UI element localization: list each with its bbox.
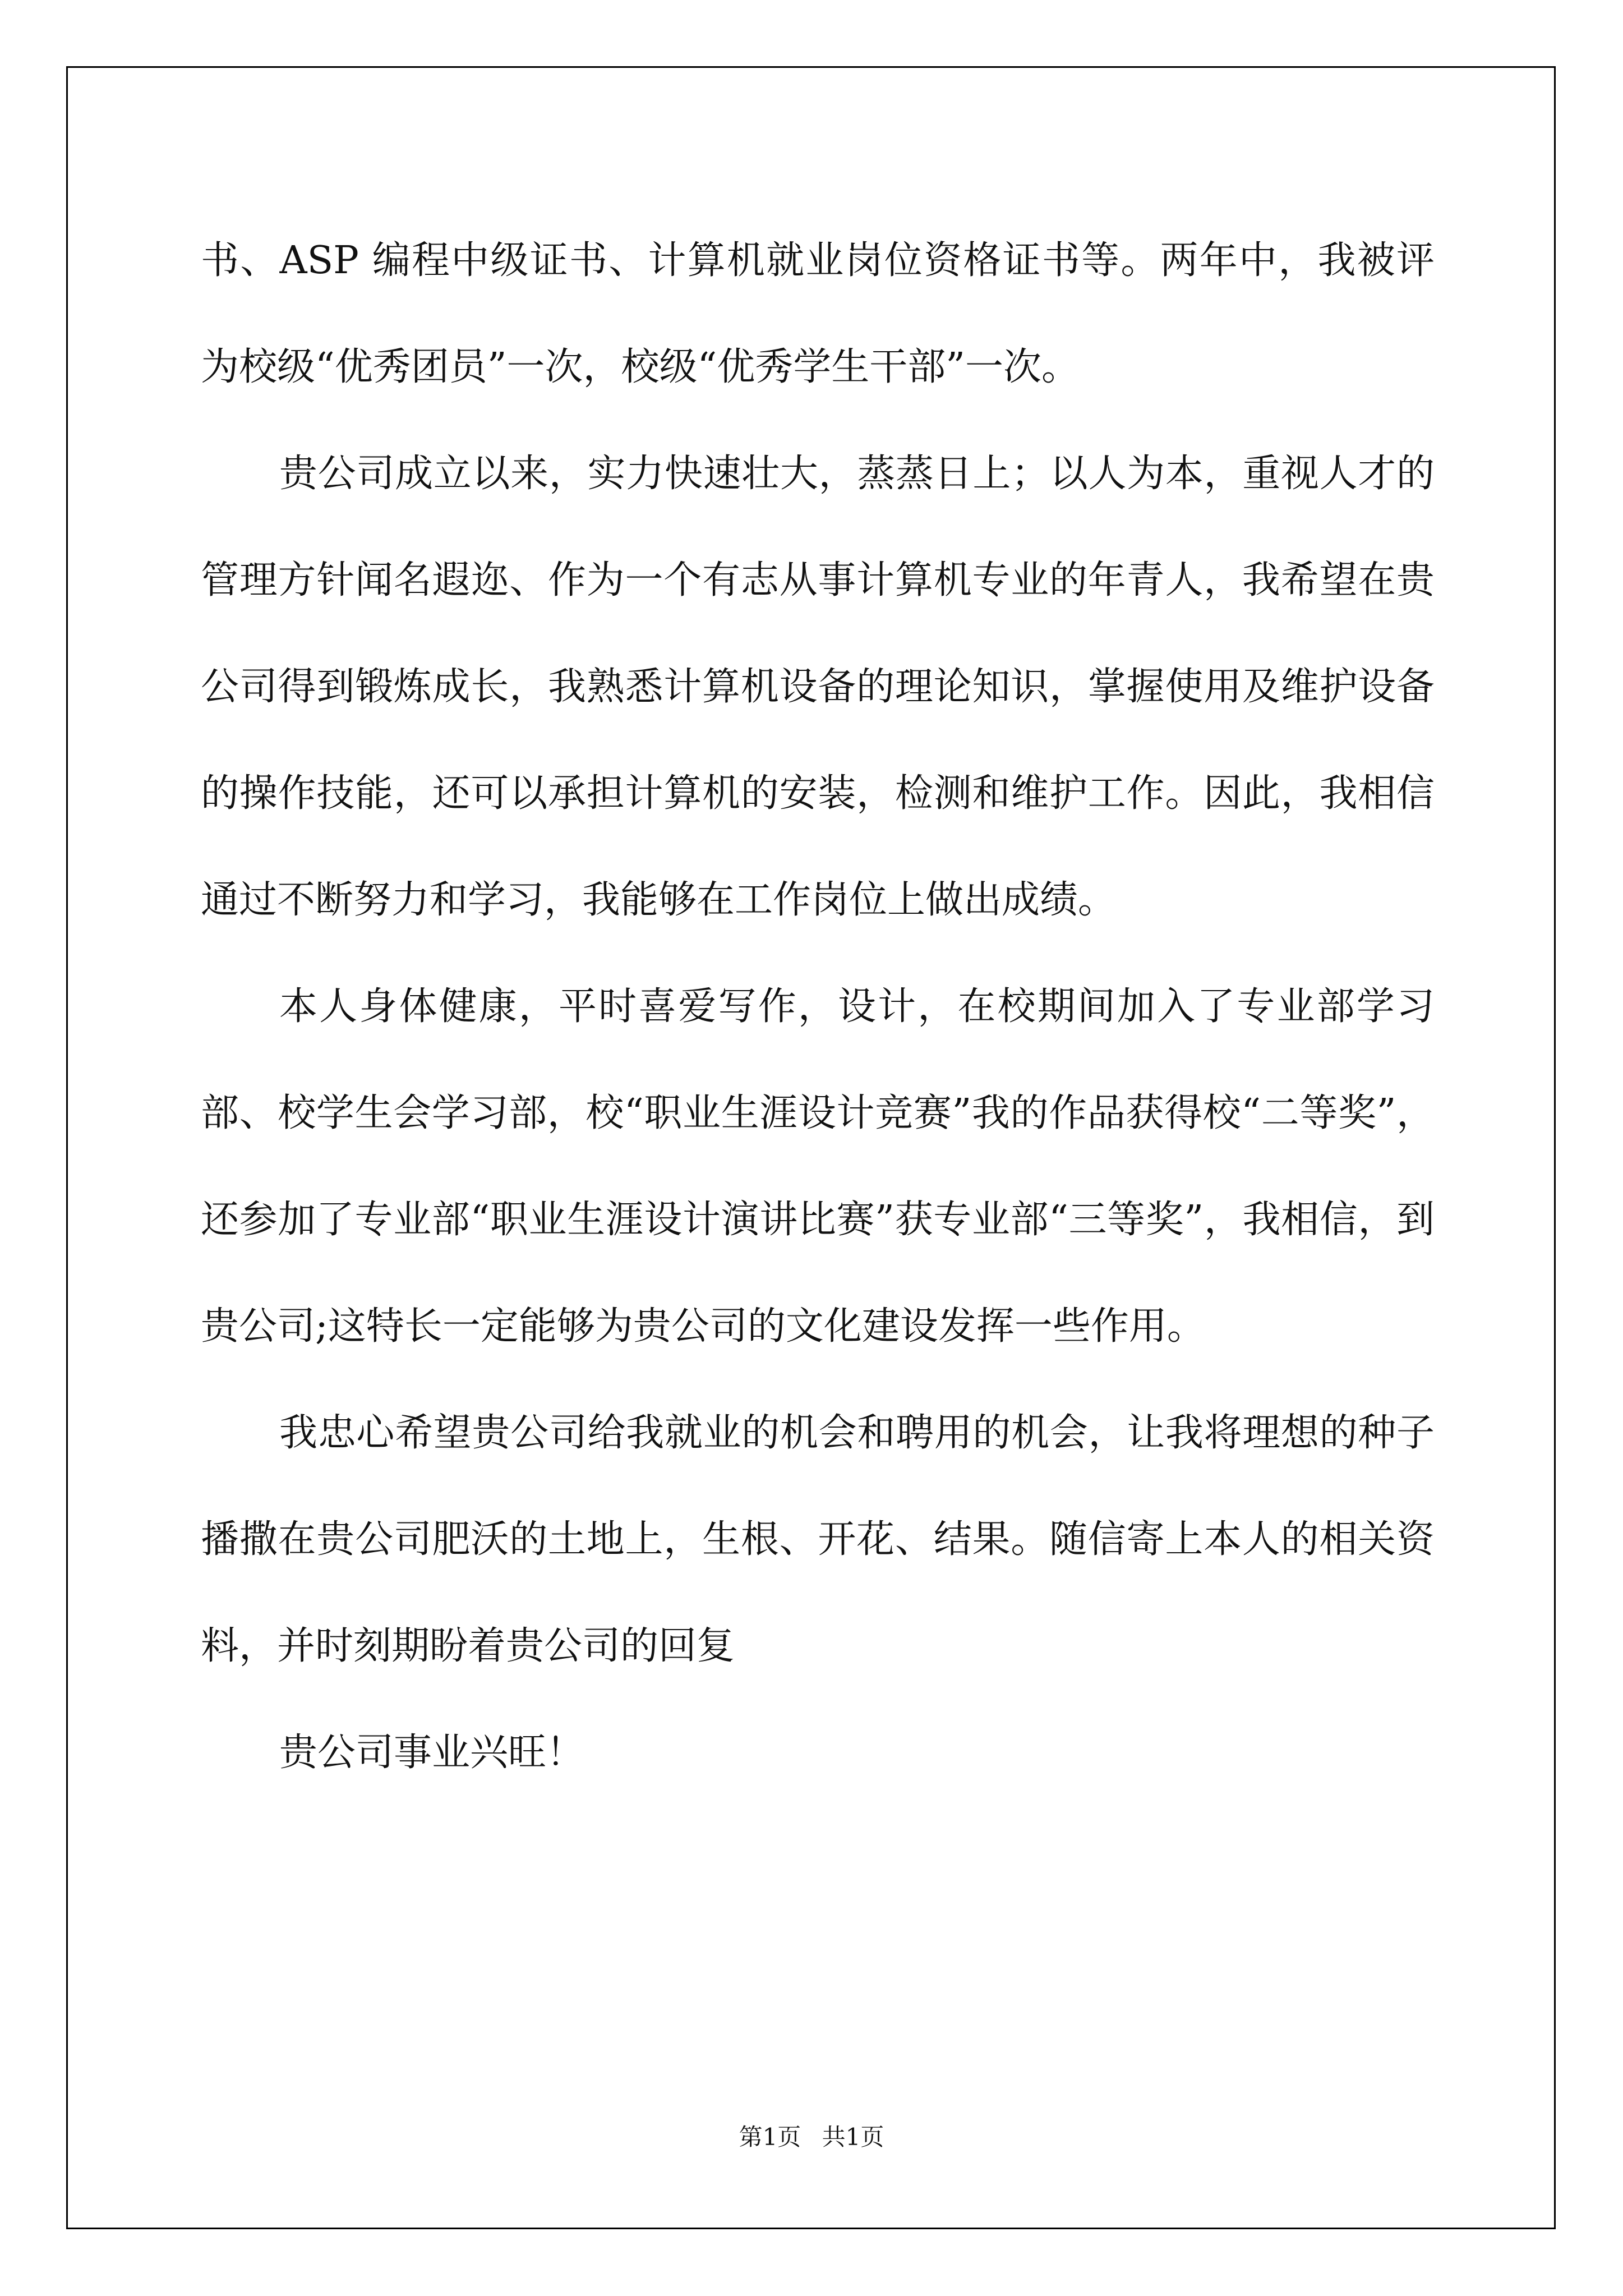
paragraph-personal: 本人身体健康，平时喜爱写作，设计，在校期间加入了专业部学习部、校学生会学习部，校“职业生涯设计竞赛”我的作品获得校“二等奖”，还参加了专业部“职业生涯设计演讲比赛”获专业部“三等奖”，我相信，到贵公司;这特长一定能够为贵公司的文化建设发挥一些作用。 [201, 984, 1435, 1349]
letter-body [201, 208, 1435, 1806]
page-total: 共1页 [822, 2123, 884, 2151]
paragraph-closing: 贵公司事业兴旺！ [279, 1731, 585, 1775]
paragraph-certificates: 书、ASP 编程中级证书、计算机就业岗位资格证书等。两年中，我被评为校级“优秀团员”一次，校级“优秀学生干部”一次。 [201, 238, 1435, 389]
page-footer [0, 2120, 1623, 2154]
paragraph-company: 贵公司成立以来，实力快速壮大，蒸蒸日上；以人为本，重视人才的管理方针闻名遐迩、作为一个有志从事计算机专业的年青人，我希望在贵公司得到锻炼成长，我熟悉计算机设备的理论知识，掌握使用及维护设备的操作技能，还可以承担计算机的安装，检测和维护工作。因此，我相信通过不断努力和学习，我能够在工作岗位上做出成绩。 [201, 452, 1435, 922]
paragraph-hope: 我忠心希望贵公司给我就业的机会和聘用的机会，让我将理想的种子播撒在贵公司肥沃的土地上，生根、开花、结果。随信寄上本人的相关资料，并时刻期盼着贵公司的回复 [201, 1411, 1435, 1668]
page-number: 第1页 [739, 2123, 801, 2151]
